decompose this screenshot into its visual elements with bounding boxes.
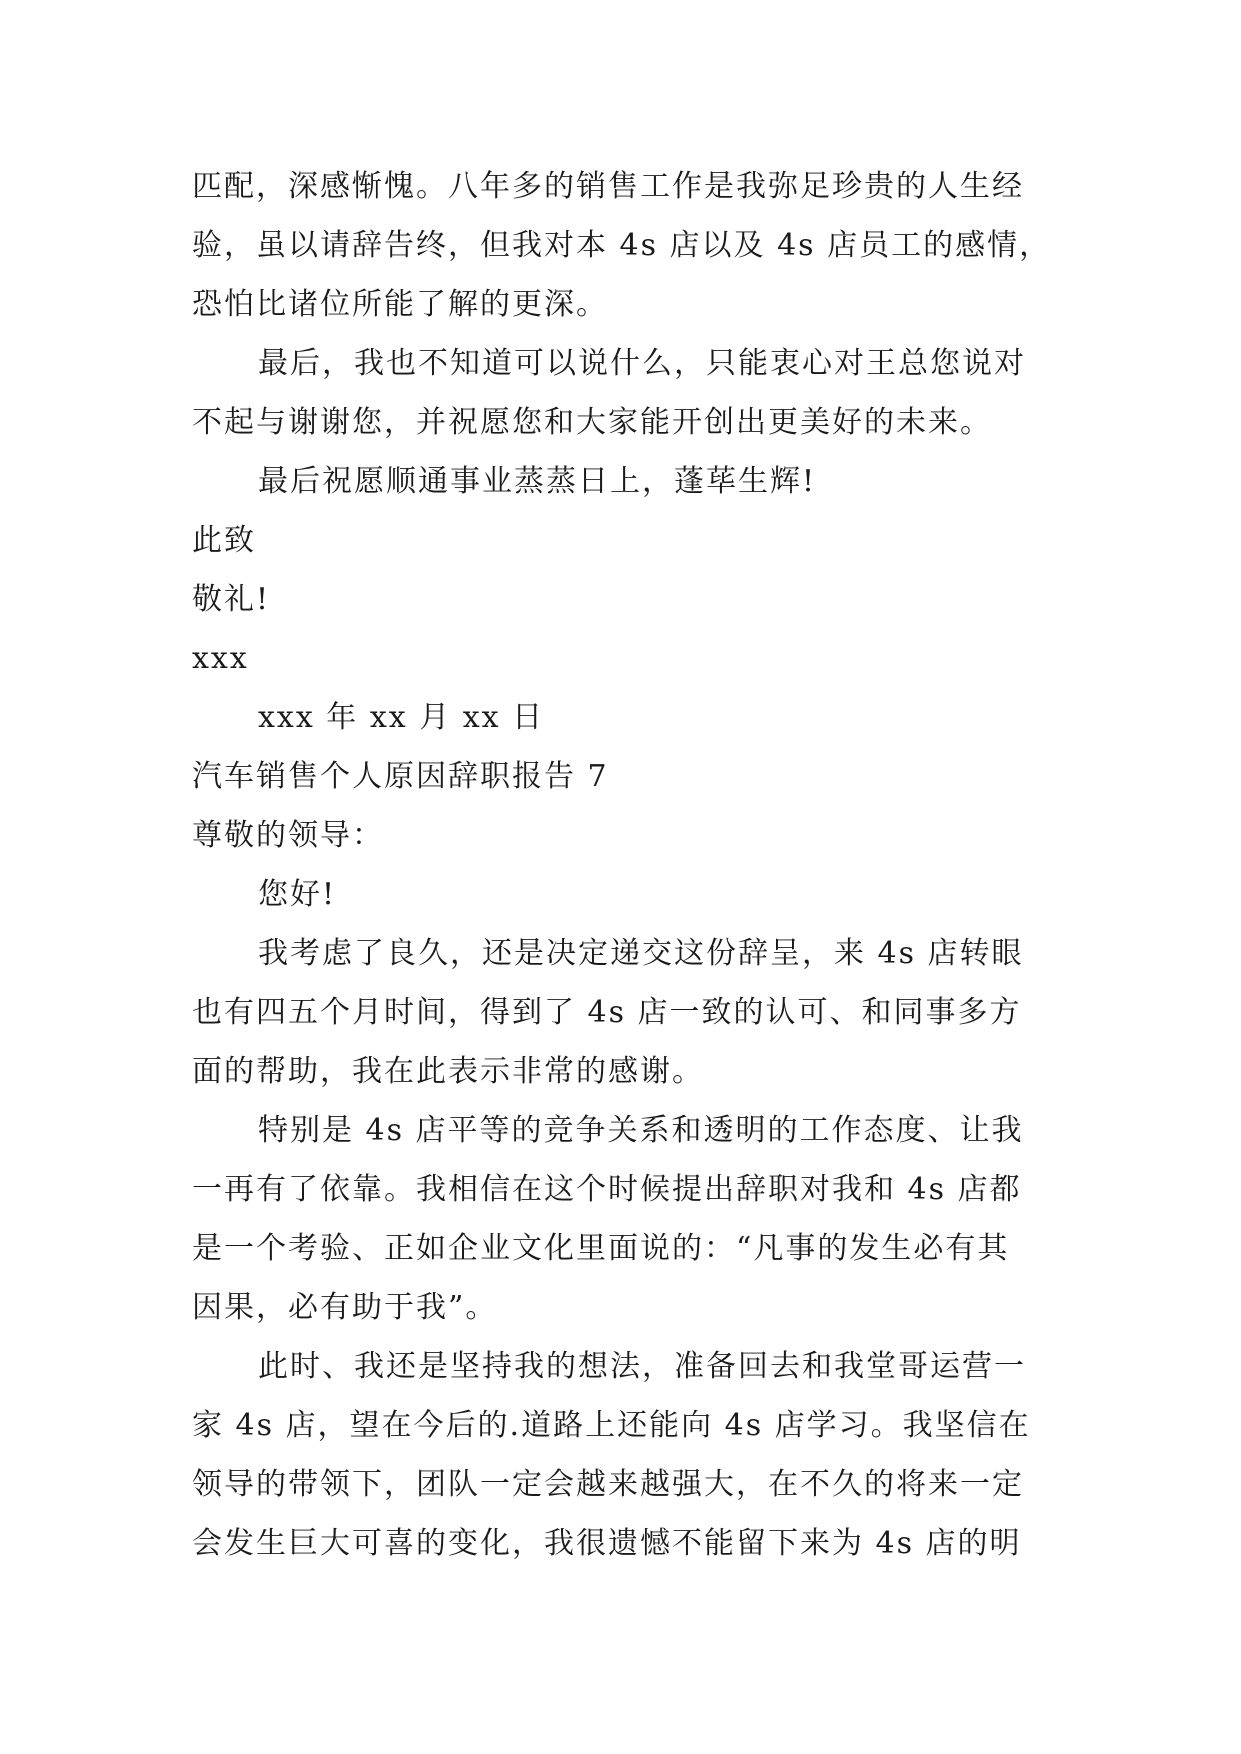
date-line: xxx 年 xx 月 xx 日	[258, 700, 545, 735]
paragraph-line: 会发生巨大可喜的变化，我很遗憾不能留下来为 4s 店的明	[192, 1526, 1022, 1561]
paragraph-line: 不起与谢谢您，并祝愿您和大家能开创出更美好的未来。	[192, 405, 992, 440]
paragraph-line: 因果，必有助于我”。	[192, 1290, 498, 1325]
paragraph-line: 最后祝愿顺通事业蒸蒸日上，蓬荜生辉!	[258, 464, 817, 499]
paragraph-line: 匹配，深感惭愧。八年多的销售工作是我弥足珍贵的人生经	[192, 169, 1024, 204]
paragraph-line: 最后，我也不知道可以说什么，只能衷心对王总您说对	[258, 346, 1026, 381]
paragraph-line: 也有四五个月时间，得到了 4s 店一致的认可、和同事多方	[192, 995, 1022, 1030]
paragraph-line: 我考虑了良久，还是决定递交这份辞呈，来 4s 店转眼	[258, 936, 1024, 971]
closing-line: 敬礼!	[192, 582, 271, 617]
paragraph-line: 家 4s 店，望在今后的.道路上还能向 4s 店学习。我坚信在	[192, 1408, 1031, 1443]
paragraph-line: 是一个考验、正如企业文化里面说的：“凡事的发生必有其	[192, 1231, 1010, 1266]
section-title: 汽车销售个人原因辞职报告 7	[192, 759, 609, 794]
paragraph-line: 面的帮助，我在此表示非常的感谢。	[192, 1054, 704, 1089]
signature-line: xxx	[192, 641, 249, 676]
salutation-line: 尊敬的领导：	[192, 818, 384, 853]
paragraph-line: 一再有了依靠。我相信在这个时候提出辞职对我和 4s 店都	[192, 1172, 1022, 1207]
greeting-line: 您好!	[258, 877, 337, 912]
paragraph-line: 验，虽以请辞告终，但我对本 4s 店以及 4s 店员工的感情，	[192, 228, 1052, 263]
paragraph-line: 恐怕比诸位所能了解的更深。	[192, 287, 608, 322]
paragraph-line: 特别是 4s 店平等的竞争关系和透明的工作态度、让我	[258, 1113, 1024, 1148]
paragraph-line: 领导的带领下，团队一定会越来越强大，在不久的将来一定	[192, 1467, 1024, 1502]
paragraph-line: 此时、我还是坚持我的想法，准备回去和我堂哥运营一	[258, 1349, 1026, 1384]
closing-line: 此致	[192, 523, 256, 558]
